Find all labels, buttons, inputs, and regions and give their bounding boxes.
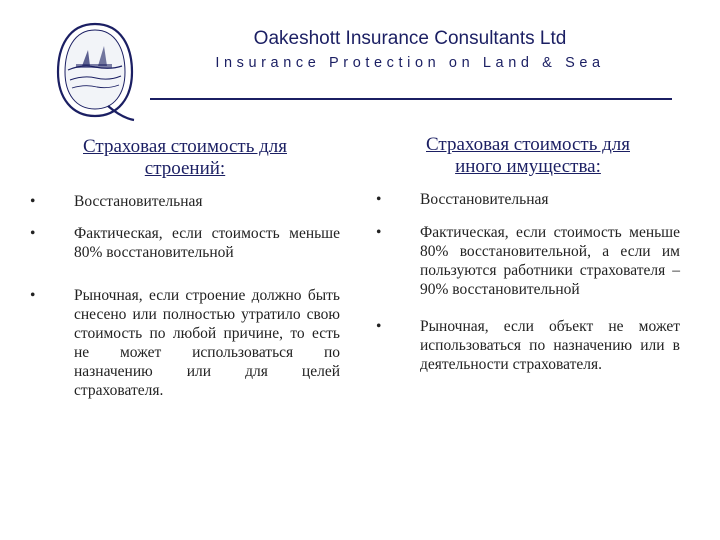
other-property-heading-line2: иного имущества: — [455, 156, 601, 177]
other-property-heading-line1: Страховая стоимость для — [426, 134, 630, 155]
list-item-text: Восстановительная — [420, 191, 549, 208]
list-item-text: Фактическая, если стоимость меньше 80% восстановительной, а если им пользуются работники страхователя – 90% восстановительной — [420, 224, 680, 298]
buildings-list — [30, 192, 340, 400]
list-item-text: Восстановительная — [74, 193, 203, 210]
list-item-text: Рыночная, если объект не может использоваться по назначению или в деятельности страхователя. — [420, 318, 680, 373]
list-item — [376, 223, 680, 299]
bullet-icon: • — [376, 224, 382, 241]
other-property-heading — [376, 134, 680, 178]
list-item-text: Фактическая, если стоимость меньше 80% восстановительной — [74, 225, 340, 261]
other-property-list — [376, 190, 680, 374]
bullet-icon: • — [30, 225, 36, 242]
company-name: Oakeshott Insurance Consultants Ltd — [253, 28, 567, 49]
buildings-heading — [30, 136, 340, 180]
bullet-icon: • — [30, 193, 36, 210]
buildings-column — [30, 136, 340, 414]
header-divider — [150, 98, 672, 100]
buildings-heading-line1: Страховая стоимость для — [83, 136, 287, 157]
list-item-text: Рыночная, если строение должно быть снесено или полностью утратило свою стоимость по любой причине, то есть не может использоваться по назначению или для целей страхователя. — [74, 287, 340, 399]
bullet-icon: • — [30, 287, 36, 304]
list-item — [376, 190, 680, 209]
list-item — [30, 224, 340, 262]
other-property-column — [376, 134, 680, 388]
buildings-heading-line2: строений: — [144, 158, 226, 179]
bullet-icon: • — [376, 318, 382, 335]
list-item — [30, 286, 340, 400]
list-item — [376, 317, 680, 374]
company-logo — [52, 20, 138, 124]
company-tagline: Insurance Protection on Land & Sea — [215, 55, 605, 71]
list-item — [30, 192, 340, 211]
bullet-icon: • — [376, 191, 382, 208]
